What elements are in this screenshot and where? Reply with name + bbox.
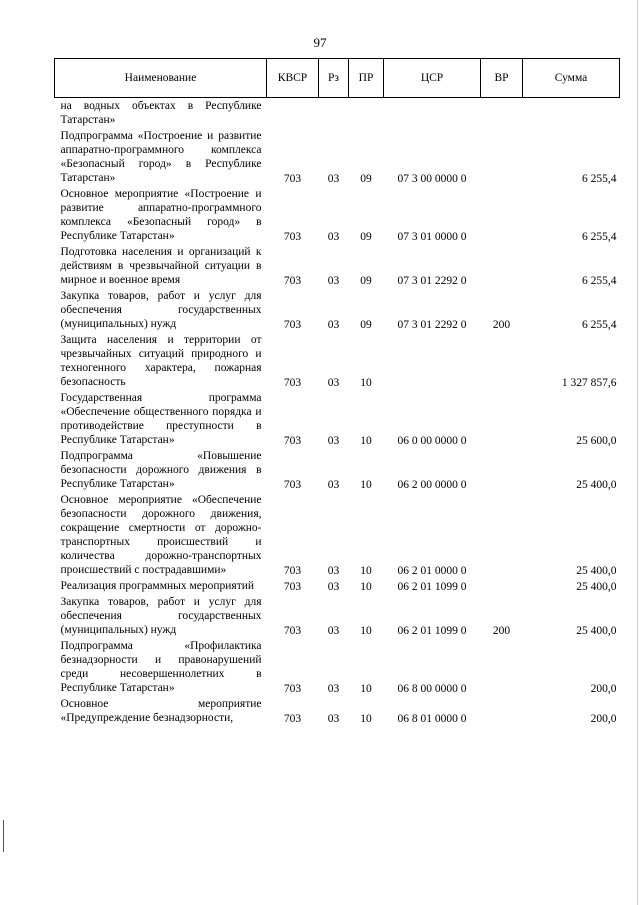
row-kvsr: 703 [283, 683, 302, 695]
table-row [55, 594, 620, 638]
table-row [55, 288, 620, 332]
row-kvsr: 703 [283, 231, 302, 243]
row-name: Закупка товаров, работ и услуг для обеспечения государственных (муниципальных) нужд [60, 596, 262, 636]
row-pr: 10 [360, 479, 372, 491]
row-pr: 09 [360, 231, 372, 243]
row-name: Основное мероприятие «Предупреждение безнадзорности, [60, 698, 262, 724]
row-kvsr: 703 [283, 581, 302, 593]
row-name: Подпрограмма «Профилактика безнадзорности и правонарушений среди несовершеннолетних в Республике Татарстан» [60, 640, 262, 694]
row-pr: 10 [360, 713, 372, 725]
row-sum: 25 600,0 [576, 435, 617, 447]
row-rz: 03 [327, 565, 340, 577]
table-row [55, 244, 620, 288]
row-kvsr: 703 [283, 713, 302, 725]
row-csr: 06 8 01 0000 0 [397, 713, 467, 725]
table-row [55, 390, 620, 448]
header-pr: ПР [349, 59, 384, 98]
row-pr [349, 98, 384, 129]
row-csr: 07 3 01 2292 0 [397, 275, 467, 287]
row-name: на водных объектах в Республике Татарстан» [60, 100, 262, 126]
header-vr: ВР [481, 59, 523, 98]
row-pr: 10 [360, 377, 372, 389]
row-sum: 25 400,0 [576, 565, 617, 577]
row-vr [481, 492, 523, 578]
row-kvsr: 703 [283, 275, 302, 287]
row-vr: 200 [492, 625, 511, 637]
row-csr: 07 3 00 0000 0 [397, 173, 467, 185]
row-pr: 09 [360, 173, 372, 185]
row-sum: 25 400,0 [576, 581, 617, 593]
row-kvsr: 703 [283, 173, 302, 185]
row-rz: 03 [327, 319, 340, 331]
row-sum [523, 98, 620, 129]
row-name: Государственная программа «Обеспечение общественного порядка и противодействие преступности в Республике Татарстан» [60, 392, 262, 446]
row-sum: 200,0 [590, 713, 617, 725]
table-row [55, 128, 620, 186]
row-vr [481, 186, 523, 244]
row-rz: 03 [327, 377, 340, 389]
row-rz: 03 [327, 683, 340, 695]
row-sum: 25 400,0 [576, 625, 617, 637]
budget-table [54, 58, 620, 726]
header-kvsr: КВСР [267, 59, 319, 98]
header-rz: Рз [319, 59, 349, 98]
row-vr [481, 244, 523, 288]
row-csr: 07 3 01 0000 0 [397, 231, 467, 243]
row-rz: 03 [327, 275, 340, 287]
row-name: Подпрограмма «Построение и развитие аппаратно-программного комплекса «Безопасный город» в Республике Татарстан» [60, 130, 262, 184]
row-name: Подготовка населения и организаций к действиям в чрезвычайной ситуации в мирное и военное время [60, 246, 262, 286]
row-pr: 09 [360, 319, 372, 331]
row-kvsr: 703 [283, 479, 302, 491]
row-name: Основное мероприятие «Построение и развитие аппаратно-программного комплекса «Безопасный город» в Республике Татарстан» [60, 188, 262, 242]
row-rz: 03 [327, 173, 340, 185]
row-rz [319, 98, 349, 129]
table-row [55, 696, 620, 726]
row-vr [481, 578, 523, 594]
row-sum: 6 255,4 [582, 231, 617, 243]
row-vr [481, 332, 523, 390]
row-vr [481, 98, 523, 129]
table-header [55, 59, 620, 98]
table-row [55, 186, 620, 244]
row-pr: 09 [360, 275, 372, 287]
table-row [55, 492, 620, 578]
row-csr: 06 2 01 1099 0 [397, 625, 467, 637]
scan-margin-mark [3, 820, 4, 852]
row-sum: 6 255,4 [582, 173, 617, 185]
row-name: Защита населения и территории от чрезвычайных ситуаций природного и техногенного характера, пожарная безопасность [60, 334, 262, 388]
row-sum: 6 255,4 [582, 319, 617, 331]
row-sum: 25 400,0 [576, 479, 617, 491]
table-row [55, 638, 620, 696]
table-row [55, 332, 620, 390]
row-pr: 10 [360, 625, 372, 637]
table-row [55, 98, 620, 129]
row-rz: 03 [327, 435, 340, 447]
row-vr [481, 128, 523, 186]
row-kvsr: 703 [283, 319, 302, 331]
table-row [55, 448, 620, 492]
row-kvsr: 703 [283, 625, 302, 637]
row-pr: 10 [360, 435, 372, 447]
row-csr [384, 98, 481, 129]
row-rz: 03 [327, 625, 340, 637]
row-vr: 200 [492, 319, 511, 331]
row-name: Реализация программных мероприятий [60, 580, 255, 592]
row-rz: 03 [327, 231, 340, 243]
row-name: Основное мероприятие «Обеспечение безопасности дорожного движения, сокращение смертности от дорожно-транспортных происшествий и количества дорожно-транспортных происшествий с пострадавшими» [60, 494, 262, 576]
row-rz: 03 [327, 713, 340, 725]
row-kvsr: 703 [283, 565, 302, 577]
row-pr: 10 [360, 581, 372, 593]
row-sum: 6 255,4 [582, 275, 617, 287]
row-pr: 10 [360, 565, 372, 577]
row-kvsr: 703 [283, 377, 302, 389]
row-name: Подпрограмма «Повышение безопасности дорожного движения в Республике Татарстан» [60, 450, 262, 490]
row-csr: 06 2 01 1099 0 [397, 581, 467, 593]
row-sum: 1 327 857,6 [561, 377, 617, 389]
row-vr [481, 390, 523, 448]
row-csr: 06 8 00 0000 0 [397, 683, 467, 695]
row-vr [481, 696, 523, 726]
header-sum: Сумма [523, 59, 620, 98]
row-csr: 06 0 00 0000 0 [397, 435, 467, 447]
row-rz: 03 [327, 479, 340, 491]
row-kvsr [267, 98, 319, 129]
row-sum: 200,0 [590, 683, 617, 695]
row-rz: 03 [327, 581, 340, 593]
row-kvsr: 703 [283, 435, 302, 447]
row-csr: 06 2 01 0000 0 [397, 565, 467, 577]
header-csr: ЦСР [384, 59, 481, 98]
row-csr [384, 332, 481, 390]
row-csr: 07 3 01 2292 0 [397, 319, 467, 331]
header-name: Наименование [55, 59, 267, 98]
row-csr: 06 2 00 0000 0 [397, 479, 467, 491]
table-row [55, 578, 620, 594]
row-name: Закупка товаров, работ и услуг для обеспечения государственных (муниципальных) нужд [60, 290, 262, 330]
page-number: 97 [313, 35, 327, 50]
row-vr [481, 448, 523, 492]
table-body [55, 98, 620, 727]
scan-page-edge [637, 0, 638, 905]
row-pr: 10 [360, 683, 372, 695]
row-vr [481, 638, 523, 696]
